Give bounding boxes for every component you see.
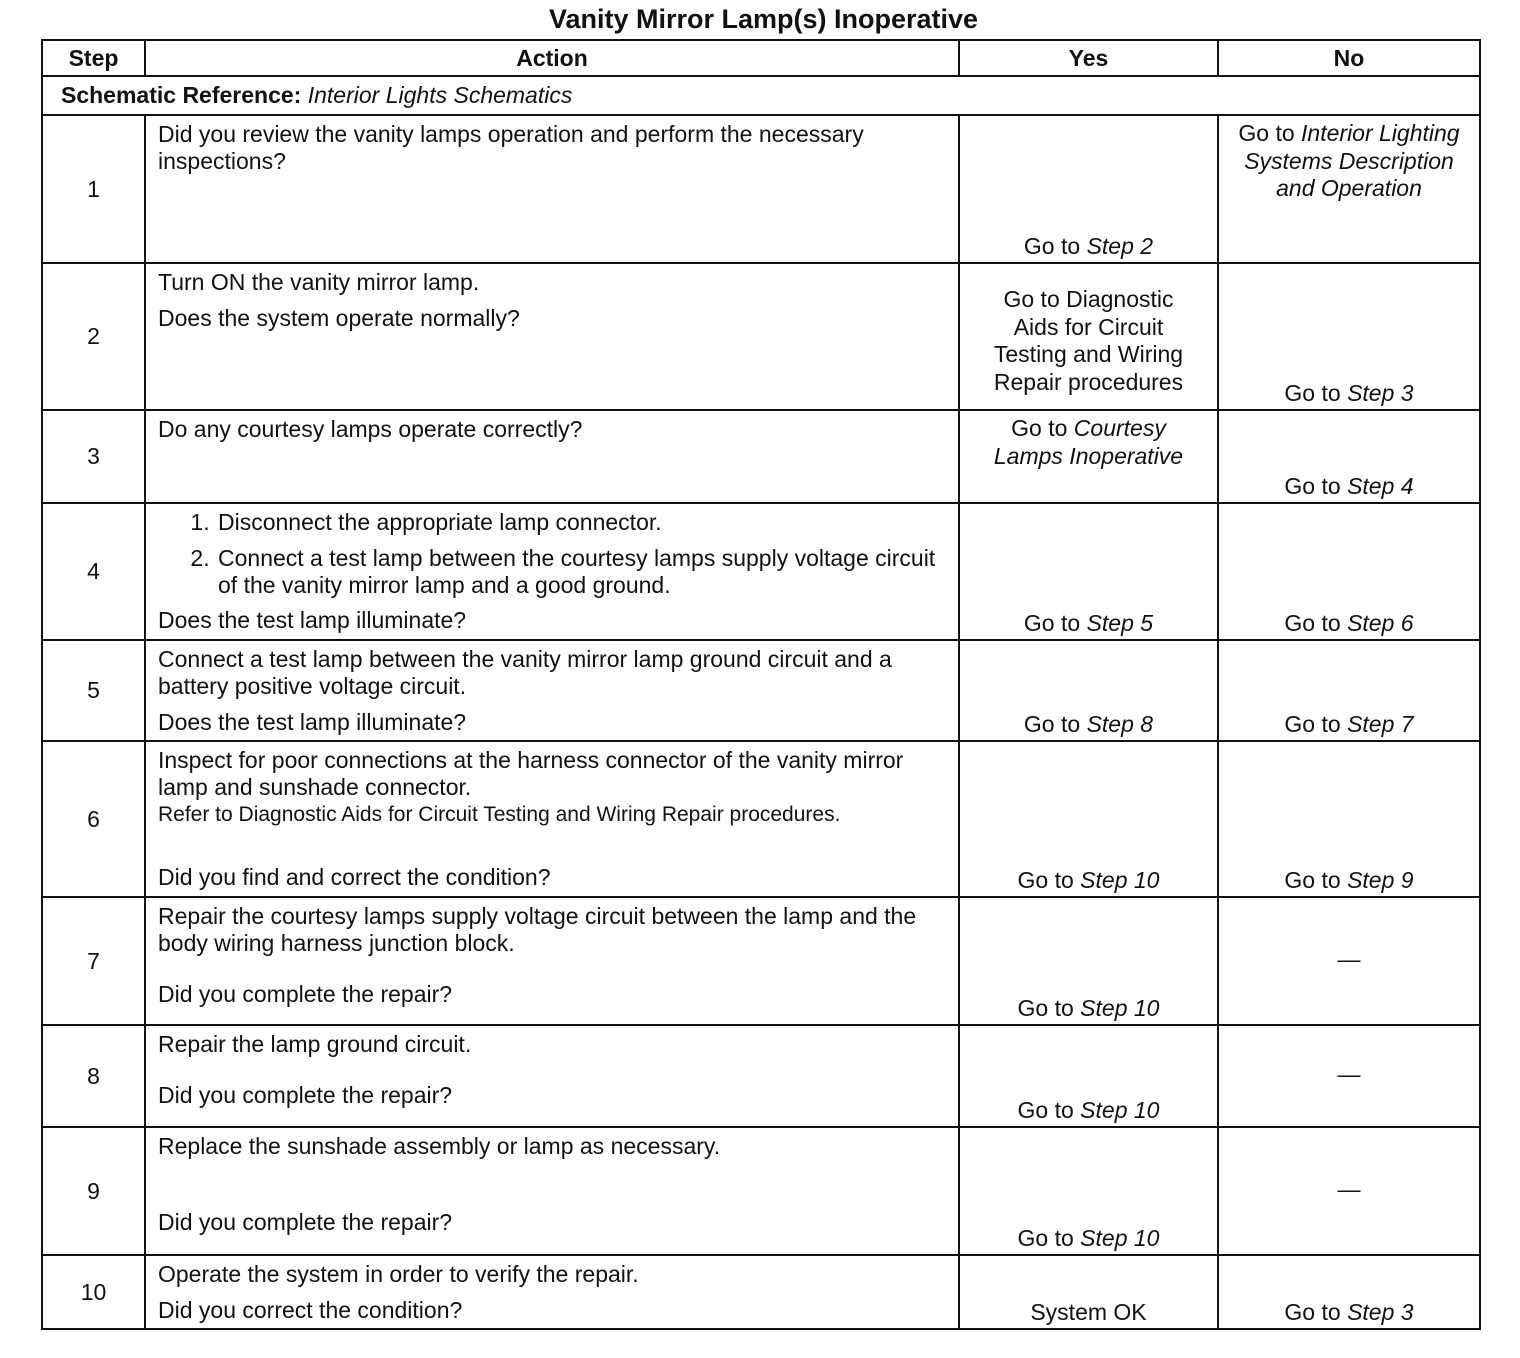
table-header-row (42, 40, 1480, 76)
action-question: Does the test lamp illuminate? (158, 607, 467, 633)
schematic-reference-link[interactable]: Interior Lights Schematics (307, 82, 573, 108)
yes-result[interactable]: Go to Step 8 (1023, 710, 1154, 737)
no-cell (1218, 503, 1480, 640)
yes-cell (959, 741, 1218, 897)
table-row (42, 503, 1480, 640)
action-text: Repair the courtesy lamps supply voltage circuit between the lamp and the body wiring harness junction block. (158, 903, 917, 956)
action-cell (145, 410, 959, 503)
table-row (42, 1255, 1480, 1329)
step-number: 4 (42, 503, 145, 640)
yes-result[interactable]: Go to Courtesy Lamps Inoperative (993, 415, 1184, 469)
yes-result[interactable]: Go to Step 2 (1023, 232, 1154, 259)
action-question: Does the system operate normally? (158, 305, 520, 331)
action-text: Replace the sunshade assembly or lamp as necessary. (158, 1133, 721, 1159)
action-cell (145, 1127, 959, 1255)
table-row (42, 263, 1480, 410)
step-number: 3 (42, 410, 145, 503)
step-number: 8 (42, 1025, 145, 1127)
no-cell (1218, 410, 1480, 503)
yes-result[interactable]: Go to Diagnostic Aids for Circuit Testing and Wiring Repair procedures (993, 286, 1184, 395)
yes-cell (959, 410, 1218, 503)
action-question: Does the test lamp illuminate? (158, 709, 467, 735)
step-number: 6 (42, 741, 145, 897)
no-result[interactable]: Go to Step 6 (1284, 609, 1414, 636)
action-cell (145, 503, 959, 640)
action-text: Operate the system in order to verify the repair. (158, 1261, 639, 1287)
no-cell (1218, 1255, 1480, 1329)
no-result[interactable]: Go to Interior Lighting Systems Description and Operation (1238, 120, 1460, 201)
yes-cell (959, 640, 1218, 741)
no-cell (1218, 115, 1480, 263)
action-cell (145, 897, 959, 1025)
table-row (42, 1127, 1480, 1255)
step-number: 2 (42, 263, 145, 410)
schematic-reference-row (42, 76, 1480, 115)
no-cell (1218, 1025, 1480, 1127)
yes-cell (959, 263, 1218, 410)
no-cell (1218, 741, 1480, 897)
action-question: Do any courtesy lamps operate correctly? (158, 416, 583, 442)
action-text: Inspect for poor connections at the harness connector of the vanity mirror lamp and sunshade connector. (158, 747, 904, 800)
no-result[interactable]: Go to Step 9 (1284, 866, 1414, 893)
action-text: Connect a test lamp between the vanity mirror lamp ground circuit and a battery positive voltage circuit. (158, 646, 892, 699)
yes-result[interactable]: Go to Step 10 (1017, 994, 1160, 1021)
action-cell (145, 1025, 959, 1127)
yes-cell (959, 115, 1218, 263)
yes-result[interactable]: Go to Step 10 (1017, 866, 1160, 893)
yes-cell (959, 503, 1218, 640)
diagnostic-table (41, 39, 1481, 1330)
action-cell (145, 640, 959, 741)
no-cell (1218, 640, 1480, 741)
action-reference: Refer to Diagnostic Aids for Circuit Testing and Wiring Repair procedures. (158, 803, 841, 826)
no-result: — (1337, 945, 1361, 972)
no-result[interactable]: Go to Step 3 (1284, 1298, 1414, 1325)
table-row (42, 1025, 1480, 1127)
yes-result[interactable]: Go to Step 5 (1023, 609, 1154, 636)
table-row (42, 640, 1480, 741)
action-question: Did you complete the repair? (158, 981, 453, 1007)
step-number: 9 (42, 1127, 145, 1255)
header-action: Action (145, 40, 959, 76)
no-result: — (1337, 1060, 1361, 1087)
page-title: Vanity Mirror Lamp(s) Inoperative (548, 4, 979, 34)
no-result[interactable]: Go to Step 3 (1284, 379, 1414, 406)
schematic-reference-label: Schematic Reference: (61, 82, 302, 108)
step-number: 5 (42, 640, 145, 741)
no-cell (1218, 263, 1480, 410)
header-no: No (1218, 40, 1480, 76)
header-step: Step (42, 40, 145, 76)
action-text: Did you review the vanity lamps operation and perform the necessary inspections? (158, 121, 864, 174)
action-question: Did you complete the repair? (158, 1082, 453, 1108)
action-question: Did you complete the repair? (158, 1209, 453, 1235)
action-cell (145, 263, 959, 410)
step-number: 10 (42, 1255, 145, 1329)
yes-cell (959, 1255, 1218, 1329)
yes-cell (959, 1127, 1218, 1255)
header-yes: Yes (959, 40, 1218, 76)
action-text: Turn ON the vanity mirror lamp. (158, 269, 480, 295)
table-row (42, 897, 1480, 1025)
yes-result[interactable]: Go to Step 10 (1017, 1224, 1160, 1251)
yes-result: System OK (1030, 1298, 1147, 1325)
table-row (42, 115, 1480, 263)
action-text: Repair the lamp ground circuit. (158, 1031, 472, 1057)
yes-cell (959, 1025, 1218, 1127)
no-result[interactable]: Go to Step 4 (1284, 472, 1414, 499)
yes-result[interactable]: Go to Step 10 (1017, 1096, 1160, 1123)
table-row (42, 741, 1480, 897)
no-result[interactable]: Go to Step 7 (1284, 710, 1414, 737)
table-row (42, 410, 1480, 503)
step-number: 7 (42, 897, 145, 1025)
action-cell (145, 115, 959, 263)
substep-item: 2. Connect a test lamp between the courtesy lamps supply voltage circuit of the vanity mirror lamp and a good ground. (216, 545, 948, 599)
yes-cell (959, 897, 1218, 1025)
no-cell (1218, 1127, 1480, 1255)
action-question: Did you correct the condition? (158, 1297, 463, 1323)
no-result: — (1337, 1175, 1361, 1202)
substep-item: 1. Disconnect the appropriate lamp connector. (216, 509, 948, 536)
action-cell (145, 741, 959, 897)
step-number: 1 (42, 115, 145, 263)
no-cell (1218, 897, 1480, 1025)
action-question: Did you find and correct the condition? (158, 864, 551, 890)
schematic-reference (42, 76, 1480, 115)
substep-list (158, 509, 948, 599)
action-cell (145, 1255, 959, 1329)
